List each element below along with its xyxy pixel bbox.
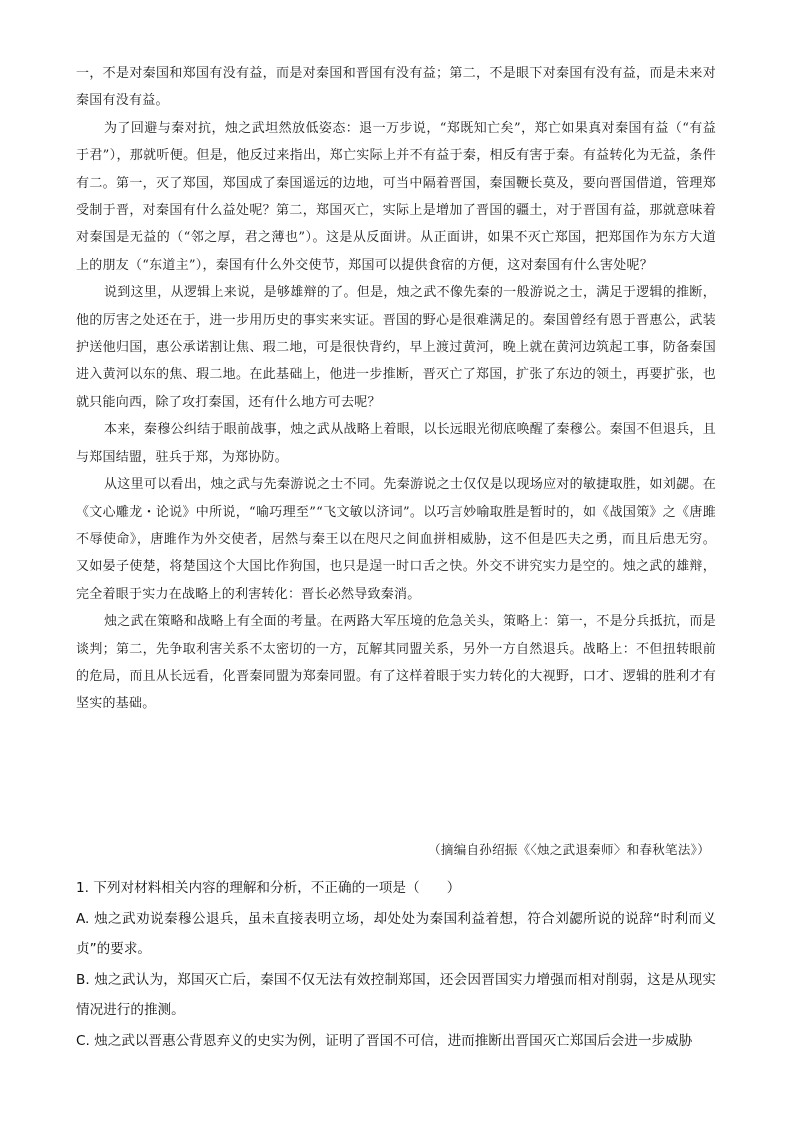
option-b: B. 烛之武认为，郑国灭亡后，秦国不仅无法有效控制郑国，还会因晋国实力增强而相对削弱，这是从现实情况进行的推测。 [76,971,716,1018]
passage-paragraph-6: 烛之武在策略和战略上有全面的考量。在两路大军压境的危急关头，策略上：第一，不是分兵抵抗，而是谈判；第二，先争取利害关系不太密切的一方，瓦解其同盟关系，另外一方自然退兵。战略上：不但扭转眼前的危局，而且从长远看，化晋秦同盟为郑秦同盟。有了这样着眼于实力转化的大视野，口才、逻辑的胜利才有坚实的基础。 [76,614,716,712]
reading-passage [76,60,716,718]
question-block [76,873,716,1056]
passage-paragraph-1: 一，不是对秦国和郑国有没有益，而是对秦国和晋国有没有益；第二，不是眼下对秦国有没有益，而是未来对秦国有没有益。 [76,66,716,109]
question-stem: 1. 下列对材料相关内容的理解和分析，不正确的一项是（ ） [76,880,461,896]
passage-paragraph-5: 从这里可以看出，烛之武与先秦游说之士不同。先秦游说之士仅仅是以现场应对的敏捷取胜，如刘勰。在《文心雕龙・论说》中所说，“喻巧理至”“飞文敏以济词”。以巧言妙喻取胜是暂时的，如《战国策》之《唐雎不辱使命》，唐雎作为外交使者，居然与秦王以在咫尺之间血拼相威胁，这不但是匹夫之勇，而且后患无穷。又如晏子使楚，将楚国这个大国比作狗国，也只是逞一时口舌之快。外交不讲究实力是空的。烛之武的雄辩，完全着眼于实力在战略上的利害转化：晋长必然导致秦消。 [76,477,716,602]
passage-paragraph-4: 本来，秦穆公纠结于眼前战事，烛之武从战略上着眼，以长远眼光彻底唤醒了秦穆公。秦国不但退兵，且与郑国结盟，驻兵于郑，为郑协防。 [76,422,716,465]
option-a: A. 烛之武劝说秦穆公退兵，虽未直接表明立场，却处处为秦国利益着想，符合刘勰所说的说辞“时利而义贞”的要求。 [76,910,716,957]
passage-paragraph-2: 为了回避与秦对抗，烛之武坦然放低姿态：退一万步说，“郑既知亡矣”，郑亡如果真对秦国有益（“有益于君”），那就听便。但是，他反过来指出，郑亡实际上并不有益于秦，相反有害于秦。有益转化为无益，条件有二。第一，灭了郑国，郑国成了秦国遥远的边地，可当中隔着晋国，秦国鞭长莫及，要向晋国借道，管理郑受制于晋，对秦国有什么益处呢？第二，郑国灭亡，实际上是增加了晋国的疆土，对于晋国有益，那就意味着对秦国是无益的（“邻之厚，君之薄也”）。这是从反面讲。从正面讲，如果不灭亡郑国，把郑国作为东方大道上的朋友（“东道主”），秦国有什么外交使节，郑国可以提供食宿的方便，这对秦国有什么害处呢？ [76,120,716,273]
option-c: C. 烛之武以晋惠公背恩弃义的史实为例，证明了晋国不可信，进而推断出晋国灭亡郑国后会进一步威胁 [76,1032,693,1049]
passage-paragraph-3: 说到这里，从逻辑上来说，是够雄辩的了。但是，烛之武不像先秦的一般游说之士，满足于逻辑的推断，他的厉害之处还在于，进一步用历史的事实来实证。晋国的野心是很难满足的。秦国曾经有恩于晋惠公，武装护送他归国，惠公承诺割让焦、瑕二地，可是很快背约，早上渡过黄河，晚上就在黄河边筑起工事，防备秦国进入黄河以东的焦、瑕二地。在此基础上，他进一步推断，晋灭亡了郑国，扩张了东边的领土，再要扩张，也就只能向西，除了攻打秦国，还有什么地方可去呢？ [76,285,716,410]
passage-source-citation: （摘编自孙绍振《〈烛之武退秦师〉和春秋笔法》） [428,842,710,857]
